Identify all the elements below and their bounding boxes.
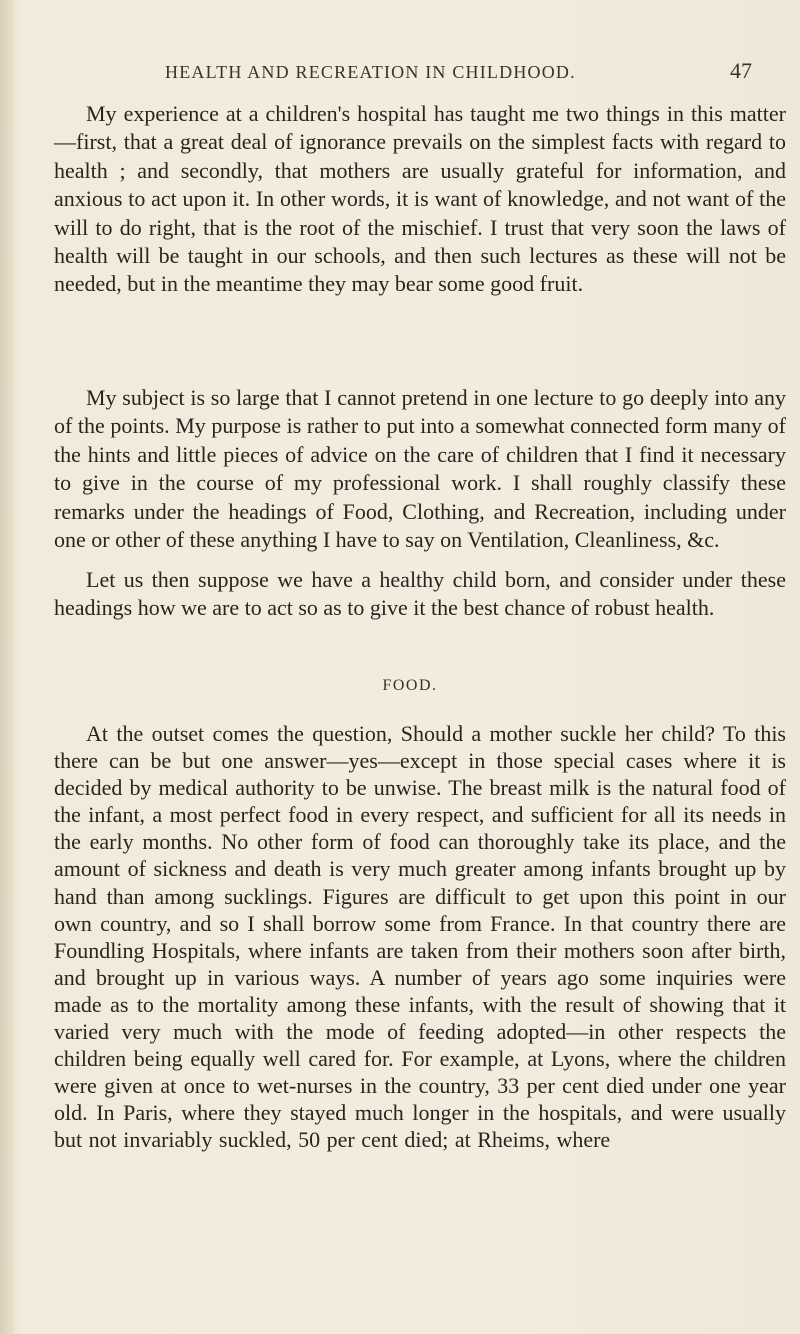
page-number: 47	[730, 58, 752, 83]
page-gutter	[0, 0, 14, 1334]
section-heading-food: FOOD.	[382, 677, 438, 694]
paragraph-suppose: Let us then suppose we have a healthy child born, and consider under these headings how we are to act so as to give it the best chance of robust health.	[54, 567, 786, 621]
paragraph-food: At the outset comes the question, Should a mother suckle her child? To this there can be but one answer—yes—except in those special cases where it is decided by medical authority to be unwise. The breast milk is the natural food of the infant, a most perfect food in every respect, and sufficient for all its needs in the early months. No other form of food can thoroughly take its place, and the amount of sickness and death is very much greater among infants brought up by hand than among sucklings. Figures are difficult to get upon this point in our own country, and so I shall borrow some from France. In that country there are Foundling Hospitals, where infants are taken from their mothers soon after birth, and brought up in various ways. A number of years ago some inquiries were made as to the mortality among these infants, with the result of showing that it varied very much with the mode of feeding adopted—in other respects the children being equally well cared for. For example, at Lyons, where the children were given at once to wet-nurses in the country, 33 per cent died under one year old. In Paris, where they stayed much longer in the hospitals, and were usually but not invariably suckled, 50 per cent died; at Rheims, where	[54, 721, 786, 1153]
paragraph-experience: My experience at a children's hospital has taught me two things in this matter—first, that a great deal of ignorance prevails on the simplest facts with regard to health ; and secondly, that mothers are usually grateful for information, and anxious to act upon it. In other words, it is want of knowledge, and not want of the will to do right, that is the root of the mischief. I trust that very soon the laws of health will be taught in our schools, and then such lectures as these will not be needed, but in the meantime they may bear some good fruit.	[54, 101, 786, 297]
paragraph-subject: My subject is so large that I cannot pretend in one lecture to go deeply into any of the points. My purpose is rather to put into a somewhat connected form many of the hints and little pieces of advice on the care of children that I find it necessary to give in the course of my professional work. I shall roughly classify these remarks under the headings of Food, Clothing, and Recreation, including under one or other of these anything I have to say on Ventilation, Cleanliness, &c.	[54, 385, 786, 553]
running-head: HEALTH AND RECREATION IN CHILDHOOD.	[165, 62, 576, 82]
